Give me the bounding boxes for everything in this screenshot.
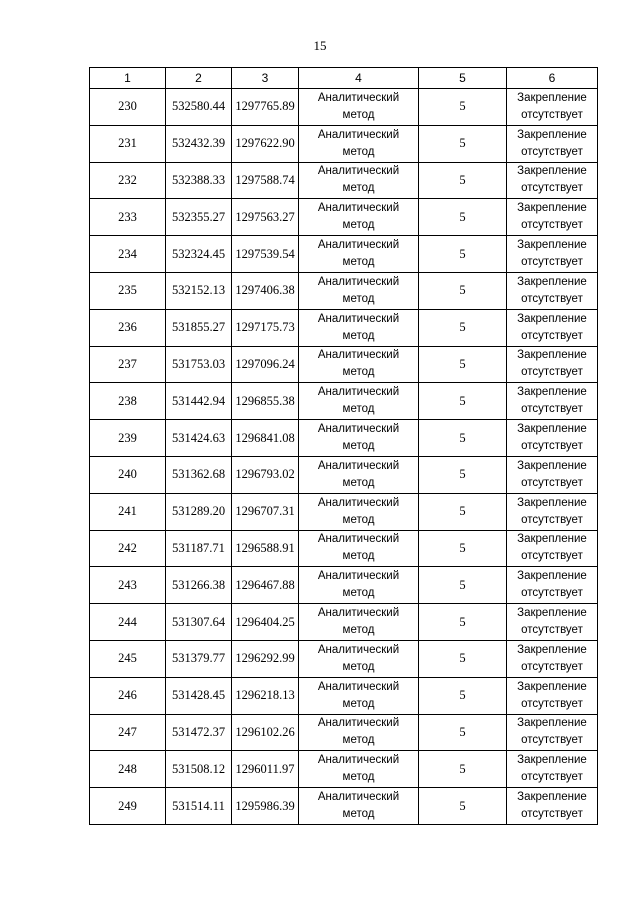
- fixing-line-1: Закрепление: [517, 754, 587, 767]
- table-row: [90, 530, 598, 567]
- table-row: [90, 309, 598, 346]
- method-cell: [299, 714, 419, 751]
- point-number-cell: 234: [90, 236, 166, 273]
- method-cell: [299, 89, 419, 126]
- fixing-line-2: отсутствует: [521, 329, 583, 342]
- fixing-cell: [507, 420, 598, 457]
- method-line-1: Аналитический: [317, 496, 400, 509]
- accuracy-cell: 5: [419, 714, 507, 751]
- method-cell: [299, 125, 419, 162]
- column-header-3: 3: [232, 68, 299, 89]
- fixing-cell: [507, 346, 598, 383]
- accuracy-cell: 5: [419, 567, 507, 604]
- method-line-2: метод: [342, 808, 375, 821]
- method-line-1: Аналитический: [317, 91, 400, 104]
- fixing-cell: [507, 456, 598, 493]
- x-coordinate-cell: 531379.77: [166, 640, 232, 677]
- y-coordinate-cell: 1296467.88: [232, 567, 299, 604]
- fixing-line-1: Закрепление: [517, 680, 587, 693]
- table-row: [90, 346, 598, 383]
- method-line-2: метод: [342, 256, 375, 269]
- method-cell: [299, 272, 419, 309]
- method-line-1: Аналитический: [317, 754, 400, 767]
- table-row: [90, 199, 598, 236]
- fixing-line-2: отсутствует: [521, 697, 583, 710]
- point-number-cell: 243: [90, 567, 166, 604]
- fixing-line-2: отсутствует: [521, 108, 583, 121]
- method-line-1: Аналитический: [317, 459, 400, 472]
- method-line-2: метод: [342, 219, 375, 232]
- fixing-cell: [507, 272, 598, 309]
- table-row: [90, 640, 598, 677]
- y-coordinate-cell: 1296218.13: [232, 677, 299, 714]
- fixing-line-2: отсутствует: [521, 624, 583, 637]
- x-coordinate-cell: 532324.45: [166, 236, 232, 273]
- x-coordinate-cell: 531187.71: [166, 530, 232, 567]
- method-line-2: метод: [342, 734, 375, 747]
- accuracy-cell: 5: [419, 751, 507, 788]
- fixing-line-1: Закрепление: [517, 607, 587, 620]
- method-cell: [299, 420, 419, 457]
- accuracy-cell: 5: [419, 493, 507, 530]
- method-line-2: метод: [342, 587, 375, 600]
- accuracy-cell: 5: [419, 199, 507, 236]
- method-line-2: метод: [342, 182, 375, 195]
- accuracy-cell: 5: [419, 272, 507, 309]
- table-row: [90, 788, 598, 825]
- method-cell: [299, 309, 419, 346]
- point-number-cell: 244: [90, 604, 166, 641]
- y-coordinate-cell: 1297563.27: [232, 199, 299, 236]
- point-number-cell: 239: [90, 420, 166, 457]
- accuracy-cell: 5: [419, 456, 507, 493]
- y-coordinate-cell: 1297765.89: [232, 89, 299, 126]
- accuracy-cell: 5: [419, 788, 507, 825]
- fixing-line-1: Закрепление: [517, 128, 587, 141]
- x-coordinate-cell: 532580.44: [166, 89, 232, 126]
- fixing-cell: [507, 162, 598, 199]
- fixing-line-2: отсутствует: [521, 145, 583, 158]
- y-coordinate-cell: 1296292.99: [232, 640, 299, 677]
- y-coordinate-cell: 1297175.73: [232, 309, 299, 346]
- fixing-line-2: отсутствует: [521, 660, 583, 673]
- method-line-1: Аналитический: [317, 717, 400, 730]
- fixing-cell: [507, 530, 598, 567]
- table-row: [90, 677, 598, 714]
- fixing-line-2: отсутствует: [521, 219, 583, 232]
- method-line-1: Аналитический: [317, 386, 400, 399]
- fixing-line-1: Закрепление: [517, 239, 587, 252]
- table-row: [90, 162, 598, 199]
- fixing-line-2: отсутствует: [521, 292, 583, 305]
- fixing-line-1: Закрепление: [517, 643, 587, 656]
- y-coordinate-cell: 1297539.54: [232, 236, 299, 273]
- fixing-line-1: Закрепление: [517, 496, 587, 509]
- method-line-2: метод: [342, 771, 375, 784]
- table-row: [90, 567, 598, 604]
- accuracy-cell: 5: [419, 383, 507, 420]
- method-line-2: метод: [342, 145, 375, 158]
- accuracy-cell: 5: [419, 530, 507, 567]
- fixing-line-2: отсутствует: [521, 476, 583, 489]
- fixing-line-1: Закрепление: [517, 275, 587, 288]
- fixing-line-2: отсутствует: [521, 734, 583, 747]
- x-coordinate-cell: 531362.68: [166, 456, 232, 493]
- fixing-line-2: отсутствует: [521, 440, 583, 453]
- point-number-cell: 242: [90, 530, 166, 567]
- x-coordinate-cell: 532152.13: [166, 272, 232, 309]
- x-coordinate-cell: 531442.94: [166, 383, 232, 420]
- page-number: 15: [313, 38, 327, 53]
- point-number-cell: 237: [90, 346, 166, 383]
- method-line-2: метод: [342, 440, 375, 453]
- accuracy-cell: 5: [419, 309, 507, 346]
- table-row: [90, 714, 598, 751]
- table-row: [90, 125, 598, 162]
- x-coordinate-cell: 531514.11: [166, 788, 232, 825]
- fixing-line-1: Закрепление: [517, 91, 587, 104]
- point-number-cell: 230: [90, 89, 166, 126]
- table-row: [90, 456, 598, 493]
- method-line-2: метод: [342, 513, 375, 526]
- x-coordinate-cell: 532432.39: [166, 125, 232, 162]
- fixing-line-1: Закрепление: [517, 791, 587, 804]
- method-line-1: Аналитический: [317, 533, 400, 546]
- x-coordinate-cell: 531266.38: [166, 567, 232, 604]
- x-coordinate-cell: 532388.33: [166, 162, 232, 199]
- method-line-1: Аналитический: [317, 423, 400, 436]
- method-line-1: Аналитический: [317, 275, 400, 288]
- y-coordinate-cell: 1297588.74: [232, 162, 299, 199]
- accuracy-cell: 5: [419, 162, 507, 199]
- fixing-cell: [507, 788, 598, 825]
- fixing-line-2: отсутствует: [521, 256, 583, 269]
- method-line-2: метод: [342, 108, 375, 121]
- point-number-cell: 232: [90, 162, 166, 199]
- y-coordinate-cell: 1296011.97: [232, 751, 299, 788]
- accuracy-cell: 5: [419, 677, 507, 714]
- accuracy-cell: 5: [419, 604, 507, 641]
- fixing-cell: [507, 125, 598, 162]
- y-coordinate-cell: 1296841.08: [232, 420, 299, 457]
- method-cell: [299, 751, 419, 788]
- point-number-cell: 245: [90, 640, 166, 677]
- method-line-1: Аналитический: [317, 349, 400, 362]
- fixing-line-1: Закрепление: [517, 570, 587, 583]
- accuracy-cell: 5: [419, 420, 507, 457]
- y-coordinate-cell: 1296404.25: [232, 604, 299, 641]
- fixing-cell: [507, 199, 598, 236]
- y-coordinate-cell: 1297622.90: [232, 125, 299, 162]
- fixing-line-1: Закрепление: [517, 533, 587, 546]
- method-line-1: Аналитический: [317, 128, 400, 141]
- method-line-2: метод: [342, 660, 375, 673]
- method-line-1: Аналитический: [317, 791, 400, 804]
- table-row: [90, 89, 598, 126]
- fixing-line-2: отсутствует: [521, 550, 583, 563]
- accuracy-cell: 5: [419, 89, 507, 126]
- method-cell: [299, 567, 419, 604]
- method-line-2: метод: [342, 550, 375, 563]
- x-coordinate-cell: 531424.63: [166, 420, 232, 457]
- fixing-line-1: Закрепление: [517, 202, 587, 215]
- x-coordinate-cell: 531428.45: [166, 677, 232, 714]
- fixing-line-2: отсутствует: [521, 403, 583, 416]
- y-coordinate-cell: 1296793.02: [232, 456, 299, 493]
- x-coordinate-cell: 531753.03: [166, 346, 232, 383]
- y-coordinate-cell: 1297406.38: [232, 272, 299, 309]
- point-number-cell: 233: [90, 199, 166, 236]
- method-line-2: метод: [342, 292, 375, 305]
- method-cell: [299, 236, 419, 273]
- x-coordinate-cell: 531508.12: [166, 751, 232, 788]
- fixing-cell: [507, 383, 598, 420]
- table-row: [90, 493, 598, 530]
- method-line-1: Аналитический: [317, 570, 400, 583]
- method-cell: [299, 788, 419, 825]
- point-number-cell: 231: [90, 125, 166, 162]
- x-coordinate-cell: 532355.27: [166, 199, 232, 236]
- y-coordinate-cell: 1296707.31: [232, 493, 299, 530]
- table-row: [90, 236, 598, 273]
- column-header-5: 5: [419, 68, 507, 89]
- method-line-2: метод: [342, 403, 375, 416]
- table-row: [90, 751, 598, 788]
- fixing-cell: [507, 89, 598, 126]
- method-line-2: метод: [342, 697, 375, 710]
- table-row: [90, 272, 598, 309]
- x-coordinate-cell: 531307.64: [166, 604, 232, 641]
- point-number-cell: 247: [90, 714, 166, 751]
- fixing-cell: [507, 751, 598, 788]
- point-number-cell: 248: [90, 751, 166, 788]
- fixing-line-1: Закрепление: [517, 312, 587, 325]
- method-line-1: Аналитический: [317, 239, 400, 252]
- fixing-cell: [507, 677, 598, 714]
- method-cell: [299, 604, 419, 641]
- fixing-line-1: Закрепление: [517, 459, 587, 472]
- point-number-cell: 249: [90, 788, 166, 825]
- column-header-6: 6: [507, 68, 598, 89]
- column-header-1: 1: [90, 68, 166, 89]
- y-coordinate-cell: 1295986.39: [232, 788, 299, 825]
- fixing-line-1: Закрепление: [517, 386, 587, 399]
- fixing-line-1: Закрепление: [517, 717, 587, 730]
- x-coordinate-cell: 531472.37: [166, 714, 232, 751]
- fixing-line-1: Закрепление: [517, 165, 587, 178]
- y-coordinate-cell: 1296855.38: [232, 383, 299, 420]
- fixing-cell: [507, 604, 598, 641]
- point-number-cell: 238: [90, 383, 166, 420]
- y-coordinate-cell: 1297096.24: [232, 346, 299, 383]
- fixing-cell: [507, 640, 598, 677]
- coordinates-table: [89, 67, 598, 825]
- method-line-1: Аналитический: [317, 643, 400, 656]
- method-cell: [299, 346, 419, 383]
- fixing-line-2: отсутствует: [521, 808, 583, 821]
- fixing-cell: [507, 567, 598, 604]
- method-line-1: Аналитический: [317, 607, 400, 620]
- point-number-cell: 241: [90, 493, 166, 530]
- point-number-cell: 246: [90, 677, 166, 714]
- method-cell: [299, 530, 419, 567]
- table-row: [90, 383, 598, 420]
- point-number-cell: 235: [90, 272, 166, 309]
- accuracy-cell: 5: [419, 125, 507, 162]
- accuracy-cell: 5: [419, 346, 507, 383]
- method-line-1: Аналитический: [317, 202, 400, 215]
- fixing-line-2: отсутствует: [521, 771, 583, 784]
- fixing-line-2: отсутствует: [521, 587, 583, 600]
- column-header-4: 4: [299, 68, 419, 89]
- fixing-cell: [507, 236, 598, 273]
- y-coordinate-cell: 1296102.26: [232, 714, 299, 751]
- accuracy-cell: 5: [419, 640, 507, 677]
- point-number-cell: 236: [90, 309, 166, 346]
- point-number-cell: 240: [90, 456, 166, 493]
- method-cell: [299, 199, 419, 236]
- method-line-2: метод: [342, 624, 375, 637]
- table-row: [90, 420, 598, 457]
- method-cell: [299, 456, 419, 493]
- method-line-2: метод: [342, 476, 375, 489]
- x-coordinate-cell: 531855.27: [166, 309, 232, 346]
- method-line-2: метод: [342, 329, 375, 342]
- fixing-cell: [507, 309, 598, 346]
- fixing-cell: [507, 493, 598, 530]
- y-coordinate-cell: 1296588.91: [232, 530, 299, 567]
- fixing-line-1: Закрепление: [517, 423, 587, 436]
- column-header-2: 2: [166, 68, 232, 89]
- method-line-2: метод: [342, 366, 375, 379]
- method-line-1: Аналитический: [317, 165, 400, 178]
- method-cell: [299, 162, 419, 199]
- method-cell: [299, 640, 419, 677]
- method-cell: [299, 677, 419, 714]
- x-coordinate-cell: 531289.20: [166, 493, 232, 530]
- fixing-line-1: Закрепление: [517, 349, 587, 362]
- accuracy-cell: 5: [419, 236, 507, 273]
- fixing-line-2: отсутствует: [521, 513, 583, 526]
- table-header-row: [90, 68, 598, 89]
- method-line-1: Аналитический: [317, 312, 400, 325]
- table-row: [90, 604, 598, 641]
- fixing-cell: [507, 714, 598, 751]
- method-cell: [299, 383, 419, 420]
- method-line-1: Аналитический: [317, 680, 400, 693]
- fixing-line-2: отсутствует: [521, 182, 583, 195]
- method-cell: [299, 493, 419, 530]
- fixing-line-2: отсутствует: [521, 366, 583, 379]
